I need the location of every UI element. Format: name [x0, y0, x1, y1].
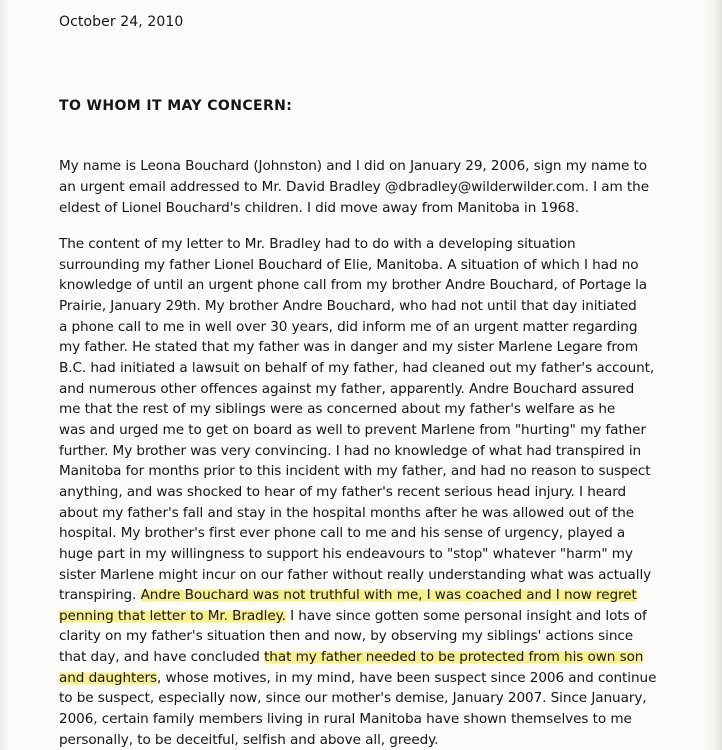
paragraph-line: huge part in my willingness to support his endeavours to "stop" whatever "harm" my: [59, 545, 633, 562]
paragraph-line: to be suspect, especially now, since our mother's demise, January 2007. Since January,: [59, 690, 647, 707]
salutation-heading: TO WHOM IT MAY CONCERN:: [59, 98, 293, 114]
paragraph-line: [59, 585, 719, 606]
highlighted-text: and daughters: [59, 669, 158, 686]
paragraph-line: about my father's fall and stay in the hospital months after he was allowed out of the: [59, 504, 635, 521]
page-edge-shadow: [714, 0, 722, 750]
paragraph-line: 2006, certain family members living in rural Manitoba have shown themselves to me: [59, 711, 632, 728]
paragraph-line: and numerous other offences against my father, apparently. Andre Bouchard assured: [59, 380, 635, 397]
paragraph-line: My name is Leona Bouchard (Johnston) and I did on January 29, 2006, sign my name to: [59, 158, 648, 174]
paragraph-line: [59, 606, 719, 627]
paragraph-line: further. My brother was very convincing. I had no knowledge of what had transpired in: [59, 442, 642, 459]
plain-text: transpiring.: [59, 587, 141, 604]
highlighted-text: penning that letter to Mr. Bradley.: [59, 607, 286, 624]
paragraph-line: Manitoba for months prior to this incident with my father, and had no reason to suspect: [59, 463, 651, 480]
paragraph-line: The content of my letter to Mr. Bradley had to do with a developing situation: [59, 236, 576, 252]
paragraph-line: knowledge of until an urgent phone call from my brother Andre Bouchard, of Portage la: [59, 277, 648, 294]
paragraph-main-body: [59, 234, 719, 750]
highlighted-text: that my father needed to be protected from his own son: [264, 649, 644, 666]
paragraph-line: [59, 647, 719, 668]
paragraph-line: eldest of Lionel Bouchard's children. I did move away from Manitoba in 1968.: [59, 199, 580, 216]
paragraph-line: Prairie, January 29th. My brother Andre Bouchard, who had not until that day initiated: [59, 297, 637, 314]
letter-date: October 24, 2010: [59, 14, 184, 30]
plain-text: , whose motives, in my mind, have been suspect since 2006 and continue: [157, 669, 657, 686]
paragraph-line: was and urged me to get on board as well to prevent Marlene from "hurting" my father: [59, 421, 646, 438]
paragraph-line: hospital. My brother's first ever phone call to me and his sense of urgency, played a: [59, 525, 626, 542]
paragraph-line: [59, 668, 719, 689]
paragraph-line: anything, and was shocked to hear of my father's recent serious head injury. I heard: [59, 483, 627, 500]
paragraph-line: personally, to be deceitful, selfish and above all, greedy.: [59, 731, 439, 748]
paragraph-line: a phone call to me in well over 30 years, did inform me of an urgent matter regarding: [59, 318, 638, 335]
paragraph-line: clarity on my father's situation then and now, by observing my siblings' actions since: [59, 628, 634, 645]
highlighted-text: Andre Bouchard was not truthful with me, I was coached and I now regret: [140, 587, 637, 604]
paragraph-line: B.C. had initiated a lawsuit on behalf of my father, had cleaned out my father's account,: [59, 359, 655, 376]
paragraph-introduction: [59, 156, 719, 219]
paragraph-line: my father. He stated that my father was in danger and my sister Marlene Legare from: [59, 339, 638, 356]
paragraph-line: me that the rest of my siblings were as concerned about my father's welfare as he: [59, 401, 616, 418]
paragraph-line: sister Marlene might incur on our father without really understanding what was actually: [59, 566, 652, 583]
paragraph-line: an urgent email addressed to Mr. David Bradley @dbradley@wilderwilder.com. I am the: [59, 178, 649, 195]
plain-text: that day, and have concluded: [59, 649, 265, 666]
paragraph-line: surrounding my father Lionel Bouchard of Elie, Manitoba. A situation of which I had no: [59, 256, 639, 273]
plain-text: I have since gotten some personal insight and lots of: [285, 607, 647, 624]
